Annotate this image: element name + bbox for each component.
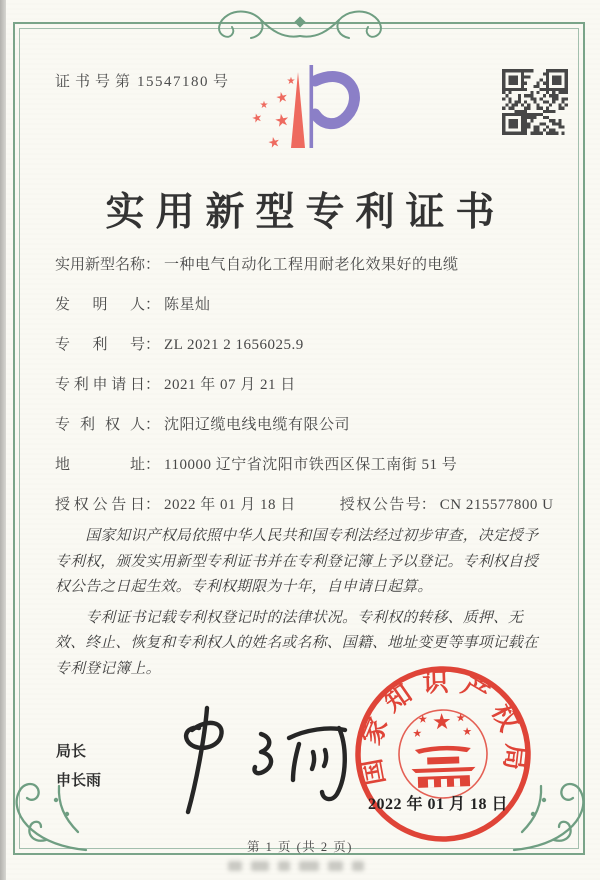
legal-paragraph-1: 国家知识产权局依照中华人民共和国专利法经过初步审查，决定授予专利权，颁发实用新型专利证书并在专利登记簿上予以登记。专利权自授权公告之日起生效。专利权期限为十年，自申请日起算。	[55, 528, 539, 595]
svg-text:★: ★	[266, 133, 283, 153]
signer-name: 申长雨	[56, 772, 102, 789]
seal-ring-text: 国家知识产权局	[355, 667, 531, 788]
svg-text:★: ★	[259, 100, 269, 111]
commissioner-signature	[133, 700, 365, 818]
certificate-fields	[55, 253, 555, 533]
signer-block	[56, 737, 101, 795]
photo-edge-shadow	[0, 0, 6, 880]
certificate-number-suffix: 号	[213, 74, 229, 90]
signer-title: 局长	[56, 743, 87, 760]
field-label: 地址	[55, 457, 145, 473]
field-value: ZL 2021 2 1656025.9	[164, 337, 304, 353]
certificate-title: 实用新型专利证书	[105, 191, 506, 234]
colon: ：	[145, 417, 161, 433]
field-value: 110000 辽宁省沈阳市铁西区保工南街 51 号	[164, 457, 458, 473]
svg-text:★: ★	[286, 76, 296, 87]
svg-text:★: ★	[462, 724, 473, 739]
colon: ：	[145, 497, 161, 513]
colon: ：	[145, 297, 161, 313]
certificate-number-prefix: 证书号第	[55, 74, 136, 90]
field-value: 一种电气自动化工程用耐老化效果好的电缆	[164, 257, 459, 273]
legal-paragraph-2: 专利证书记载专利权登记时的法律状况。专利权的转移、质押、无效、终止、恢复和专利权人的姓名或名称、国籍、地址变更等事项记载在专利登记簿上。	[55, 609, 539, 677]
svg-text:★: ★	[274, 88, 290, 108]
svg-text:★: ★	[417, 712, 428, 726]
field-grant-announcement	[55, 493, 555, 517]
field-inventor	[55, 293, 555, 317]
field-value: 2021 年 07 月 21 日	[164, 377, 296, 393]
field-value: 陈星灿	[164, 297, 211, 313]
svg-text:★: ★	[412, 726, 423, 741]
colon: ：	[145, 377, 161, 393]
field-utility-model-name	[55, 253, 555, 277]
cnipa-logo-icon	[238, 58, 370, 164]
field-label: 实用新型名称	[55, 257, 146, 273]
field-label: 专利权人	[55, 417, 145, 433]
colon: ：	[145, 337, 161, 353]
grant-date-label: 授权公告日	[55, 497, 145, 513]
svg-text:★: ★	[431, 709, 453, 736]
colon: ：	[145, 457, 161, 473]
seal-date: 2022 年 01 月 18 日	[368, 796, 509, 813]
field-value: 沈阳辽缆电线电缆有限公司	[164, 417, 351, 433]
grant-date-value: 2022 年 01 月 18 日	[164, 497, 296, 513]
qr-code	[496, 63, 574, 141]
certificate-number	[55, 70, 228, 91]
certificate-number-digits: 15547180	[137, 74, 210, 90]
field-label: 专利号	[55, 337, 145, 353]
field-patentee	[55, 413, 555, 437]
svg-text:★: ★	[249, 109, 265, 127]
grant-number-label: 授权公告号	[339, 497, 421, 513]
grant-number-value: CN 215577800 U	[439, 497, 554, 513]
field-filing-date	[55, 373, 555, 397]
field-patent-number	[55, 333, 555, 357]
field-address	[55, 453, 555, 477]
field-label: 专利申请日	[55, 377, 145, 393]
page-number: 第 1 页 (共 2 页)	[247, 840, 353, 854]
bleedthrough-marks	[228, 861, 364, 871]
field-label: 发明人	[55, 297, 145, 313]
official-seal	[349, 660, 537, 848]
svg-text:★: ★	[455, 711, 466, 725]
national-emblem-icon	[397, 708, 488, 799]
svg-text:★: ★	[272, 109, 292, 133]
border-ornament-top	[203, 6, 397, 44]
colon: ：	[420, 497, 436, 513]
colon: ：	[145, 257, 161, 273]
